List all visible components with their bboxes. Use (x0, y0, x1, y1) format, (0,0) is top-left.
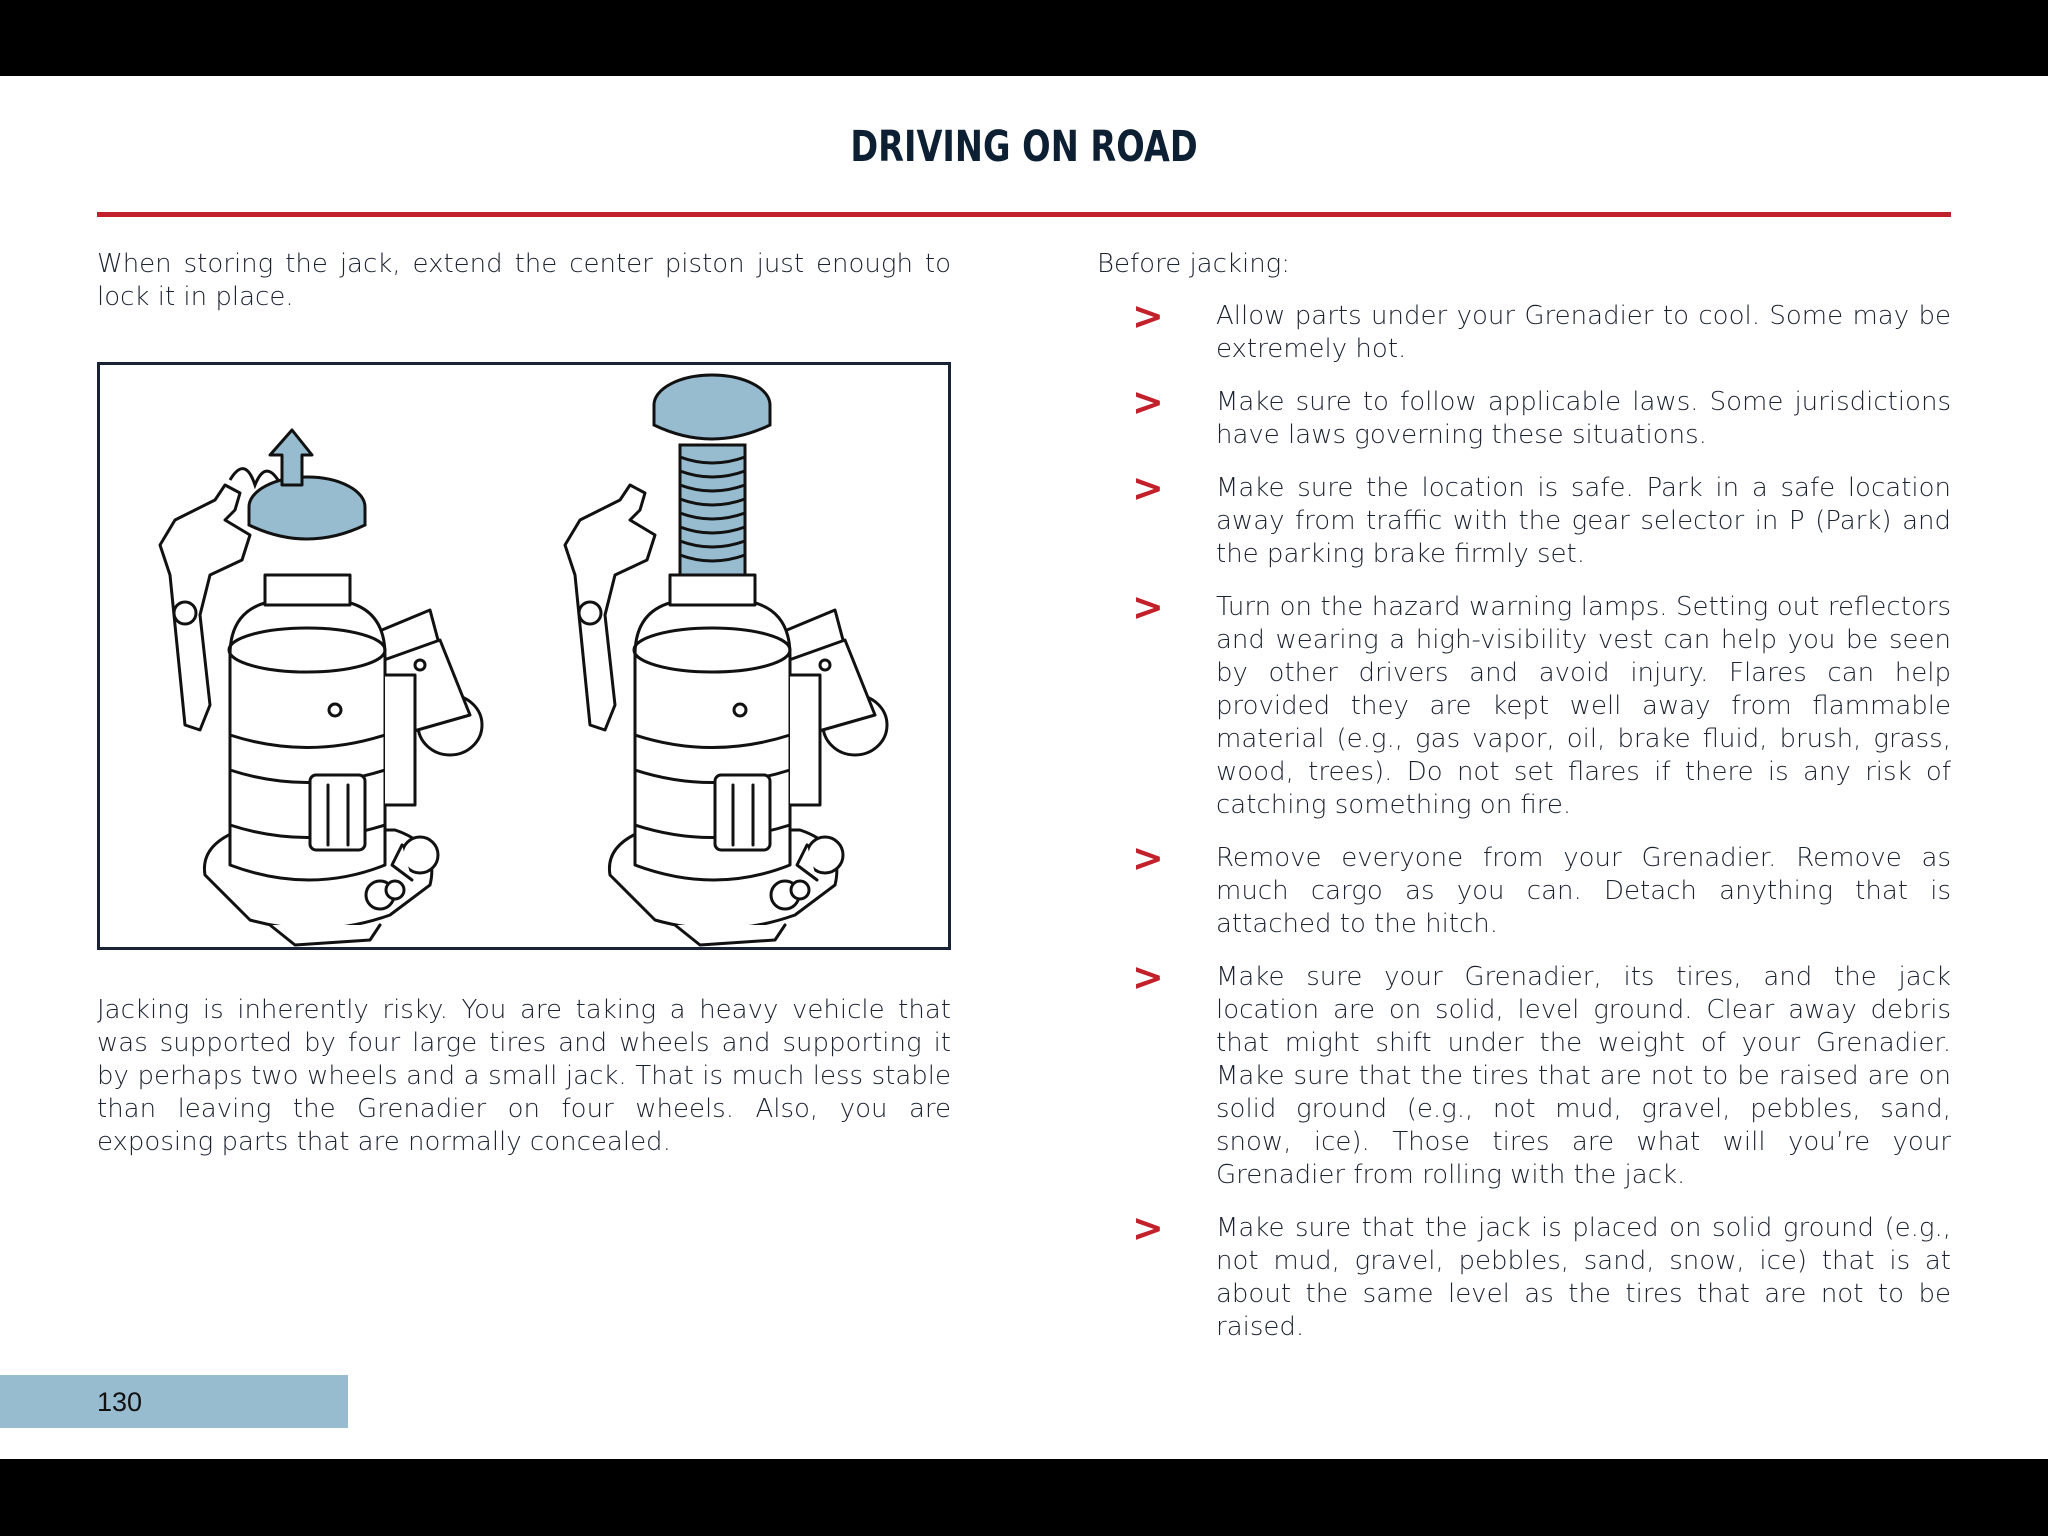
page-title: DRIVING ON ROAD (850, 122, 1198, 172)
chevron-right-icon: > (1132, 1206, 1164, 1250)
chevron-right-icon: > (1132, 836, 1164, 880)
list-item-text: Turn on the hazard warning lamps. Setting out reflectors and wearing a high-visibility vest can help you be seen by other drivers and avoid injury. Flares can help provided they are kept well away from flammable material (e.g., gas vapor, oil, brake fluid, brush, grass, wood, trees). Do not set flares if there is any risk of catching something on fire. (1216, 592, 1951, 820)
list-item-text: Make sure your Grenadier, its tires, and the jack location are on solid, level ground. Clear away debris that might shift under the weight of your Grenadier. Make sure that the tires that are not to be raised are on solid ground (e.g., not mud, gravel, pebbles, sand, snow, ice). Those tires are what will you’re your Grenadier from rolling with the jack. (1216, 962, 1951, 1190)
chevron-right-icon: > (1132, 585, 1164, 629)
list-item (1097, 1206, 1951, 1344)
manual-page (0, 76, 2048, 1459)
bottle-jack-illustration (97, 362, 951, 950)
before-jacking-heading: Before jacking: (1097, 249, 1291, 279)
list-item (1097, 836, 1951, 941)
page-number-tab (0, 1375, 348, 1428)
list-item-text: Make sure that the jack is placed on solid ground (e.g., not mud, gravel, pebbles, sand, snow, ice) that is at about the same level as the tires that are not to be raised. (1216, 1213, 1951, 1342)
list-item (1097, 466, 1951, 571)
jacking-risk-paragraph: Jacking is inherently risky. You are taking a heavy vehicle that was supported by four large tires and wheels and supporting it by perhaps two wheels and a small jack. That is much less stable than leaving the Grenadier on four wheels. Also, you are exposing parts that are normally concealed. (97, 995, 951, 1157)
list-item (1097, 380, 1951, 452)
list-item-text: Make sure the location is safe. Park in a safe location away from traffic with the gear selector in P (Park) and the parking brake firmly set. (1216, 473, 1951, 569)
list-item (1097, 585, 1951, 822)
page-number: 130 (97, 1387, 143, 1417)
precaution-list (1097, 294, 1951, 1364)
chevron-right-icon: > (1132, 380, 1164, 424)
list-item (1097, 955, 1951, 1192)
chevron-right-icon: > (1132, 955, 1164, 999)
title-divider (97, 212, 1951, 217)
list-item-text: Remove everyone from your Grenadier. Remove as much cargo as you can. Detach anything that is attached to the hitch. (1216, 843, 1951, 939)
chevron-right-icon: > (1132, 294, 1164, 338)
jack-extended (565, 375, 887, 945)
list-item (1097, 294, 1951, 366)
jack-storage-note: When storing the jack, extend the center piston just enough to lock it in place. (97, 249, 951, 312)
chevron-right-icon: > (1132, 466, 1164, 510)
jack-retracted (160, 430, 482, 945)
jack-drawing (100, 365, 948, 947)
list-item-text: Make sure to follow applicable laws. Some jurisdictions have laws governing these situations. (1216, 387, 1951, 450)
list-item-text: Allow parts under your Grenadier to cool. Some may be extremely hot. (1216, 301, 1951, 364)
